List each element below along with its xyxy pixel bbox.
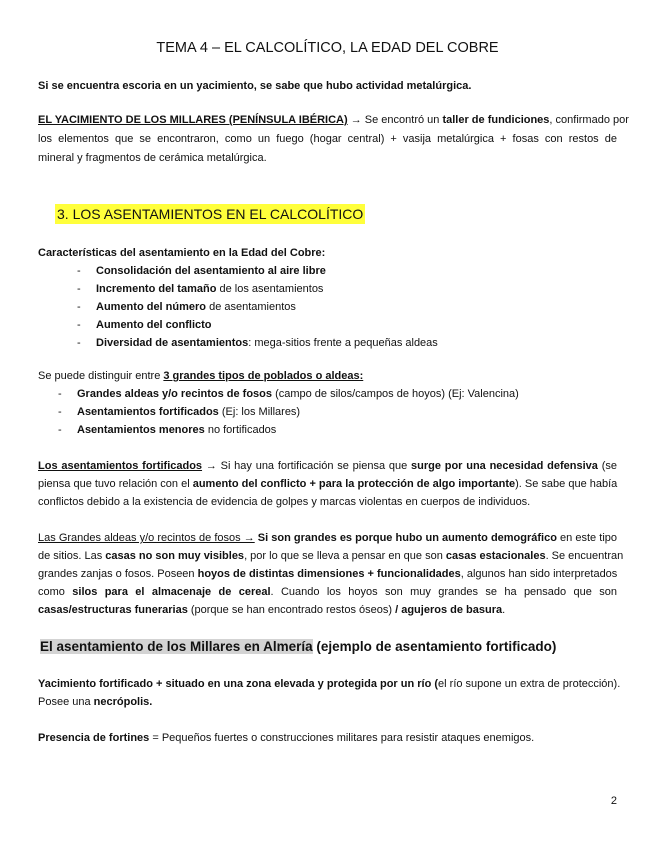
millares-l1-rest: , confirmado por <box>549 114 629 126</box>
grandes-l3b: hoyos de distintas dimensiones + funcionalidades <box>197 568 461 580</box>
bullet-dash: - <box>77 301 81 313</box>
grandes-l4c: . Cuando los hoyos son muy grandes se ha pensado que son <box>270 586 617 598</box>
grandes-line-5 <box>38 603 505 617</box>
item-bold: Consolidación del asentamiento al aire libre <box>96 265 326 277</box>
yacimiento-l1a: Yacimiento fortificado + situado en una zona elevada y protegida por un río ( <box>38 678 439 690</box>
yacimiento-line-1 <box>38 677 621 691</box>
list-item <box>96 264 326 278</box>
item-rest: (campo de silos/campos de hoyos) (Ej: Valencina) <box>272 388 519 400</box>
fortificados-l1c: (se <box>597 460 617 472</box>
millares-label: EL YACIMIENTO DE LOS MILLARES (PENÍNSULA IBÉRICA) <box>38 114 348 126</box>
fortificados-label: Los asentamientos fortificados <box>38 460 203 472</box>
list-item <box>96 336 438 350</box>
grandes-l2c: , por lo que se lleva a pensar en que son <box>244 550 446 562</box>
list-item <box>96 300 296 314</box>
millares-line-3: mineral y fragmentos de cerámica metalúrgica. <box>38 152 267 164</box>
yacimiento-l2a: Posee una <box>38 696 94 708</box>
tipos-intro-bold: 3 grandes tipos de poblados o aldeas: <box>163 370 364 382</box>
item-rest: de los asentamientos <box>216 283 324 295</box>
bullet-dash: - <box>58 424 62 436</box>
bullet-dash: - <box>77 337 81 349</box>
item-rest: no fortificados <box>204 424 277 436</box>
grandes-l5a: casas/estructuras funerarias <box>38 604 188 616</box>
millares-line-1 <box>38 113 629 127</box>
fortificados-line-1 <box>38 459 617 473</box>
millares-heading <box>40 637 556 657</box>
yacimiento-l1b: el río supone un extra de protección). <box>438 678 621 690</box>
fortines-rest: = Pequeños fuertes o construcciones militares para resistir ataques enemigos. <box>149 732 535 744</box>
grandes-l5d: . <box>502 604 506 616</box>
page-title: TEMA 4 – EL CALCOLÍTICO, LA EDAD DEL COBRE <box>156 40 499 56</box>
millares-heading-highlight: El asentamiento de los Millares en Almería <box>40 639 313 654</box>
item-bold: Incremento del tamaño <box>96 283 217 295</box>
list-item <box>77 423 276 437</box>
item-bold: Asentamientos fortificados <box>77 406 219 418</box>
list-item <box>96 282 323 296</box>
fortificados-line-2 <box>38 477 617 491</box>
tipos-intro <box>38 369 363 383</box>
grandes-l3a: grandes zanjas o fosos. Poseen <box>38 568 198 580</box>
fortines-bold: Presencia de fortines <box>38 732 150 744</box>
grandes-l1c: en este tipo <box>556 532 617 544</box>
item-bold: Aumento del conflicto <box>96 319 212 331</box>
page-number: 2 <box>610 795 617 807</box>
grandes-l1b: Si son grandes es porque hubo un aumento demográfico <box>254 532 557 544</box>
item-bold: Grandes aldeas y/o recintos de fosos <box>77 388 273 400</box>
fortificados-l1b: surge por una necesidad defensiva <box>411 460 598 472</box>
grandes-line-3 <box>38 567 617 581</box>
yacimiento-line-2 <box>38 695 152 709</box>
grandes-l3c: , algunos han sido interpretados <box>460 568 618 580</box>
bullet-dash: - <box>77 283 81 295</box>
grandes-line-4 <box>38 585 617 599</box>
grandes-l2a: de sitios. Las <box>38 550 106 562</box>
millares-arrow-text: → Se encontró un <box>347 114 443 126</box>
yacimiento-l2b: necrópolis. <box>93 696 153 708</box>
taller-text: taller de fundiciones <box>442 114 550 126</box>
item-rest: de asentamientos <box>206 301 296 313</box>
fortificados-l2b: aumento del conflicto + para la protección de algo importante <box>192 478 516 490</box>
fortificados-l2a: piensa que tuvo relación con el <box>38 478 193 490</box>
caracteristicas-heading-text: Características del asentamiento en la Edad del Cobre: <box>38 247 326 259</box>
item-bold: Aumento del número <box>96 301 207 313</box>
item-bold: Asentamientos menores <box>77 424 205 436</box>
grandes-l4a: como <box>38 586 73 598</box>
grandes-l4b: silos para el almacenaje de cereal <box>72 586 271 598</box>
bullet-dash: - <box>58 406 62 418</box>
grandes-l2d: casas estacionales <box>445 550 546 562</box>
bullet-dash: - <box>77 265 81 277</box>
grandes-l5c: / agujeros de basura <box>395 604 503 616</box>
fortines-line <box>38 731 534 745</box>
fortificados-line-3: conflictos debido a la existencia de evidencia de golpes y marcas violentas en cuerpos de individuos. <box>38 496 531 508</box>
grandes-l2e: . Se encuentran <box>545 550 624 562</box>
grandes-line-1 <box>38 531 617 545</box>
intro-text: Si se encuentra escoria en un yacimiento, se sabe que hubo actividad metalúrgica. <box>38 80 472 92</box>
section-3-heading: 3. LOS ASENTAMIENTOS EN EL CALCOLÍTICO <box>57 206 364 222</box>
fortificados-l2c: ). Se sabe que había <box>515 478 618 490</box>
item-rest: (Ej: los Millares) <box>218 406 301 418</box>
item-bold: Diversidad de asentamientos <box>96 337 249 349</box>
intro-sentence <box>38 79 471 93</box>
item-rest: : mega-sitios frente a pequeñas aldeas <box>248 337 438 349</box>
caracteristicas-heading <box>38 246 325 260</box>
grandes-label: Las Grandes aldeas y/o recintos de fosos → <box>38 532 255 544</box>
millares-heading-rest: (ejemplo de asentamiento fortificado) <box>312 639 557 654</box>
list-item <box>77 405 300 419</box>
grandes-l5b: (porque se han encontrado restos óseos) <box>187 604 396 616</box>
grandes-l2b: casas no son muy visibles <box>105 550 245 562</box>
bullet-dash: - <box>77 319 81 331</box>
millares-line-2: los elementos que se encontraron, como un fuego (hogar central) + vasija metalúrgica + fosas con restos de <box>38 133 617 145</box>
fortificados-l1a: → Si hay una fortificación se piensa que <box>202 460 411 472</box>
list-item <box>96 318 212 332</box>
grandes-line-2 <box>38 549 624 563</box>
bullet-dash: - <box>58 388 62 400</box>
tipos-intro-text: Se puede distinguir entre <box>38 370 164 382</box>
list-item <box>77 387 519 401</box>
